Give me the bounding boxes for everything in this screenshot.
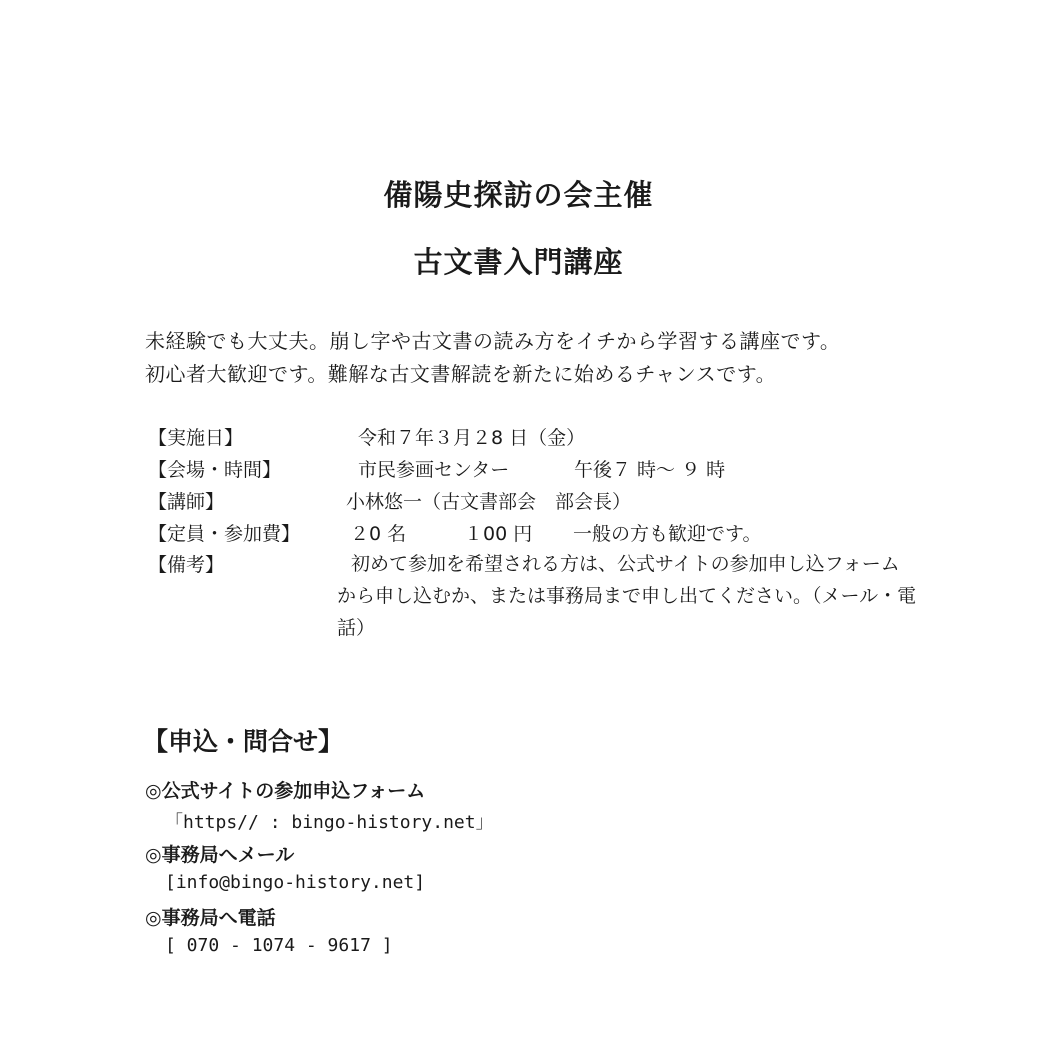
public-welcome-value: 一般の方も歓迎です。 — [573, 523, 762, 545]
date-value: 令和７年３月２8 日（金） — [358, 427, 586, 449]
lecturer-label: 【講師】 — [148, 491, 225, 513]
venue-value: 市民参画センター — [358, 459, 510, 481]
intro-line-2: 初心者大歓迎です。難解な古文書解読を新たに始めるチャンスです。 — [145, 362, 777, 386]
time-value: 午後７ 時～ ９ 時 — [574, 459, 726, 481]
email-label: ◎事務局へメール — [145, 844, 295, 866]
capacity-label: 【定員・参加費】 — [148, 523, 301, 545]
notes-label: 【備考】 — [148, 554, 225, 576]
intro-line-1: 未経験でも大丈夫。崩し字や古文書の読み方をイチから学習する講座です。 — [145, 329, 841, 353]
course-title: 古文書入門講座 — [413, 245, 624, 279]
lecturer-value: 小林悠一（古文書部会 部会長） — [346, 491, 632, 513]
venue-label: 【会場・時間】 — [148, 459, 282, 481]
organizer-title: 備陽史探訪の会主催 — [383, 178, 654, 212]
contact-heading: 【申込・問合せ】 — [143, 727, 344, 756]
web-form-label: ◎公式サイトの参加申込フォーム — [145, 780, 426, 802]
web-form-url[interactable]: 「https// : bingo-history.net」 — [165, 812, 494, 833]
date-label: 【実施日】 — [148, 427, 244, 449]
phone-number[interactable]: [ 070 - 1074 - 9617 ] — [165, 935, 393, 956]
phone-label: ◎事務局へ電話 — [145, 907, 276, 929]
fee-value: １00 円 — [464, 523, 533, 545]
email-address[interactable]: [info@bingo-history.net] — [165, 872, 426, 893]
capacity-value: ２0 名 — [350, 523, 407, 545]
notes-value: 初めて参加を希望される方は、公式サイトの参加申し込フォームから申し込むか、または事務局まで申し出てください。（メール・電話） — [337, 553, 917, 639]
